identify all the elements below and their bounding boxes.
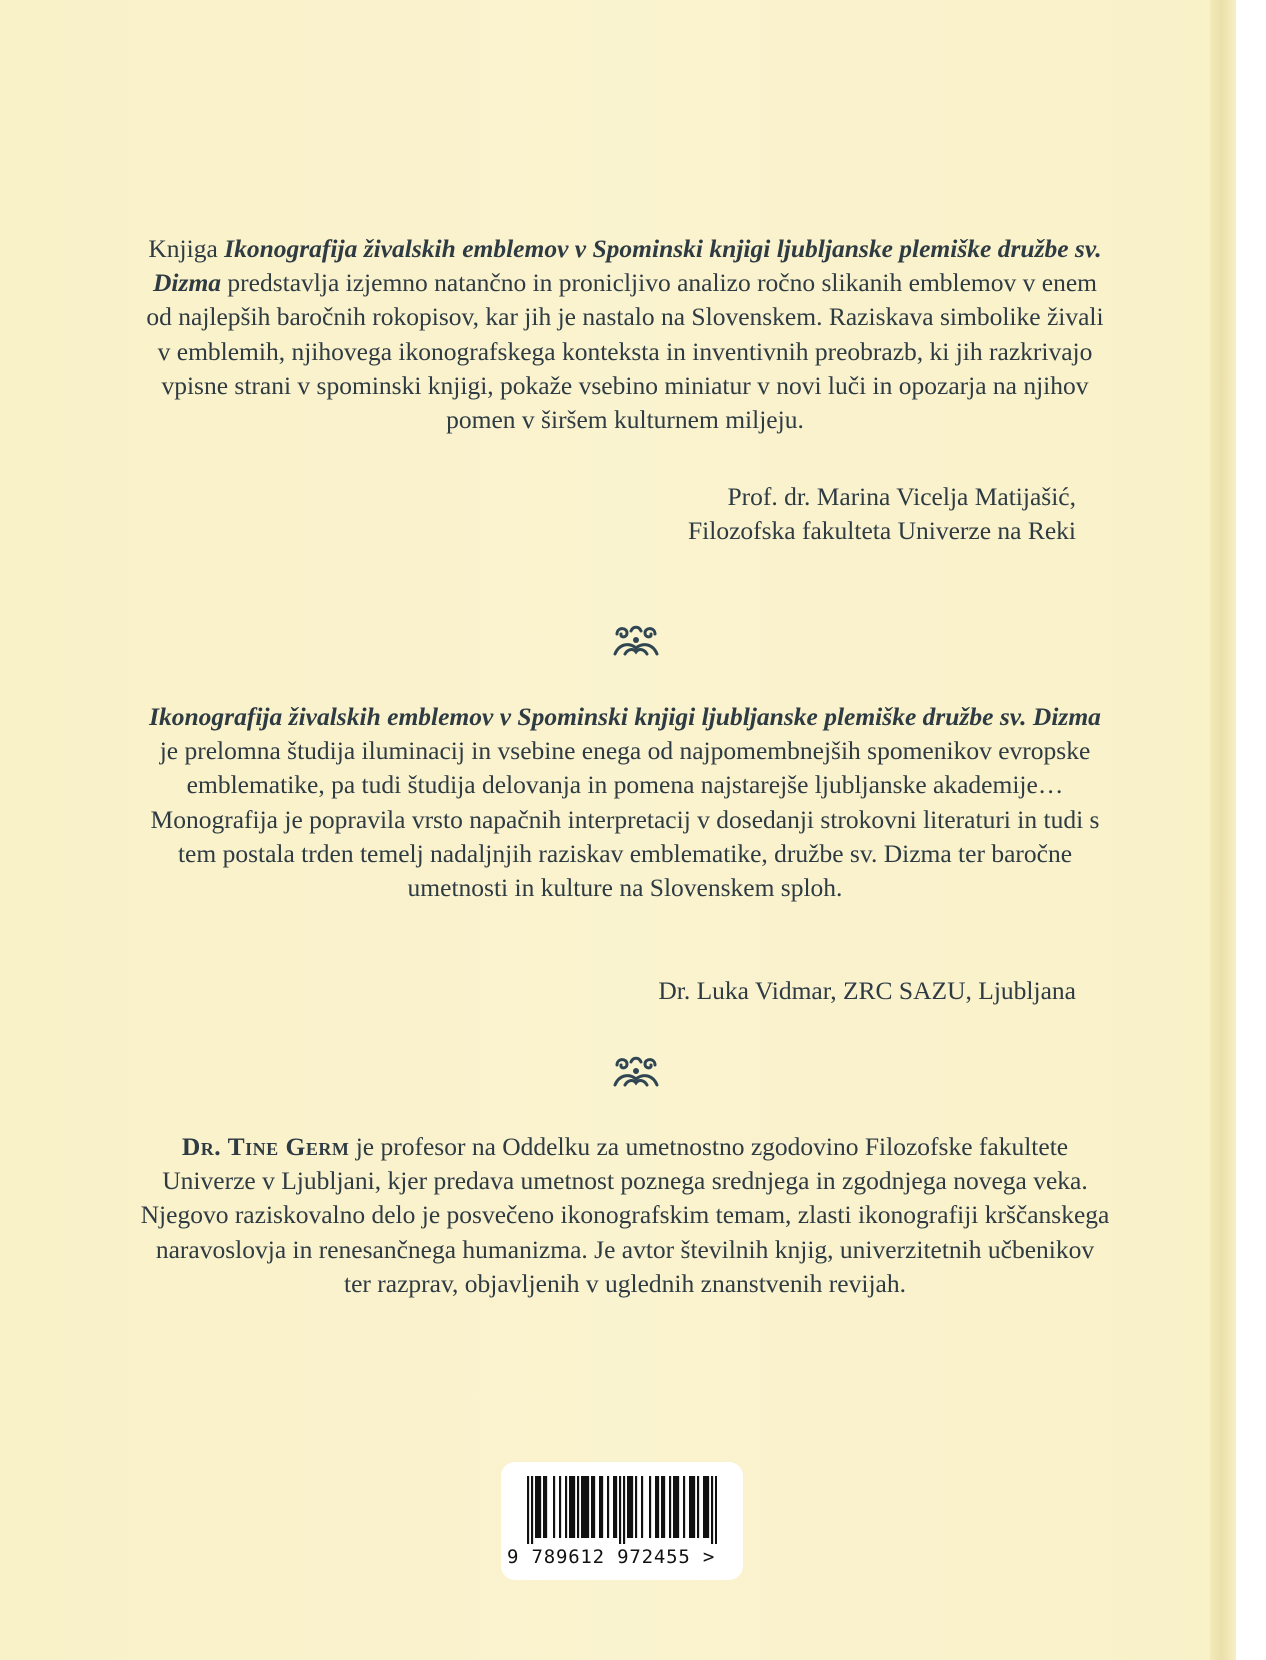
review-2-book-title: Ikonografija živalskih emblemov v Spominski knjigi ljubljanske plemiške družbe sv. Dizma	[149, 702, 1101, 731]
page-margin	[1236, 0, 1266, 1660]
barcode-bars	[527, 1476, 717, 1544]
barcode-bar	[675, 1476, 677, 1538]
barcode-bar	[545, 1476, 547, 1538]
barcode-bar	[641, 1476, 643, 1538]
barcode-bar	[669, 1476, 671, 1538]
barcode-bar	[657, 1476, 659, 1538]
review-1	[140, 232, 1110, 437]
review-1-affiliation: Filozofska fakulteta Univerze na Reki	[687, 516, 1076, 546]
barcode-bar	[631, 1476, 633, 1538]
barcode-bar	[703, 1476, 705, 1538]
barcode-bar	[585, 1476, 587, 1538]
barcode-bar	[593, 1476, 595, 1538]
barcode-bar	[683, 1476, 685, 1538]
author-bio-text	[140, 1130, 1110, 1301]
barcode-bar	[581, 1476, 583, 1538]
barcode-bar	[649, 1476, 651, 1538]
fleuron-ornament-icon	[611, 1055, 661, 1089]
barcode-bar	[629, 1476, 631, 1538]
barcode-bar	[693, 1476, 695, 1538]
review-2-body: je prelomna študija iluminacij in vsebine enega od najpomembnejših spomenikov evropske emblematike, pa tudi študija delovanja in pomena najstarejše ljubljanske akademije… Monografija je popravila vrsto napačnih interpretacij v dosedanji strokovni literaturi in tudi s tem postala trden temelj nadaljnjih raziskav emblematike, družbe sv. Dizma ter baročne umetnosti in kulture na Slovenskem sploh.	[150, 736, 1100, 903]
barcode-bar	[569, 1476, 571, 1538]
barcode-bar	[663, 1476, 665, 1538]
review-2	[140, 700, 1110, 905]
barcode-bar	[583, 1476, 585, 1538]
barcode-bar	[619, 1476, 621, 1544]
isbn-digits: 9 789612 972455 >	[507, 1546, 716, 1568]
barcode-bar	[543, 1476, 545, 1538]
review-1-body: predstavlja izjemno natančno in pronicljivo analizo ročno slikanih emblemov v enem od najlepših baročnih rokopisov, kar jih je nastalo na Slovenskem. Raziskava simbolike živali v emblemih, njihovega ikonografskega konteksta in inventivnih preobrazb, ki jih razkrivajo vpisne strani v spominski knjigi, pokaže vsebino miniatur v novi luči in opozarja na njihov pomen v širšem kulturnem milјeju.	[146, 268, 1104, 435]
barcode-bar	[655, 1476, 657, 1538]
barcode-bar	[623, 1476, 625, 1544]
review-1-author: Prof. dr. Marina Vicelja Matijašić,	[727, 482, 1076, 511]
barcode-bar	[591, 1476, 593, 1538]
barcode-bar	[707, 1476, 709, 1538]
review-2-author: Dr. Luka Vidmar, ZRC SAZU, Ljubljana	[658, 976, 1076, 1005]
barcode-bar	[587, 1476, 589, 1538]
author-name: Dr. Tine Germ	[181, 1132, 350, 1161]
barcode-bar	[711, 1476, 713, 1544]
barcode-bar	[705, 1476, 707, 1538]
barcode-bar	[531, 1476, 533, 1544]
barcode-bar	[537, 1476, 539, 1538]
barcode-bar	[715, 1476, 717, 1544]
barcode-bar	[607, 1476, 609, 1538]
isbn-barcode	[501, 1462, 743, 1580]
barcode-bar	[571, 1476, 573, 1538]
author-bio	[140, 1130, 1110, 1301]
review-2-text	[140, 700, 1110, 905]
barcode-bar	[677, 1476, 679, 1538]
barcode-bar	[535, 1476, 537, 1538]
barcode-bar	[697, 1476, 699, 1538]
barcode-bar	[615, 1476, 617, 1538]
barcode-bar	[573, 1476, 575, 1538]
barcode-bar	[689, 1476, 691, 1538]
barcode-bar	[539, 1476, 541, 1538]
author-bio-body: je profesor na Oddelku za umetnostno zgodovino Filozofske fakultete Univerze v Ljubljani, kjer predava umetnost poznega srednjega in zgodnjega novega veka. Njegovo raziskovalno delo je posvečeno ikonografskim temam, zlasti ikonografiji krščanskega naravoslovja in renesančnega humanizma. Je avtor številnih knjig, univerzitetnih učbenikov ter razprav, objavljenih v uglednih znanstvenih revijah.	[140, 1132, 1110, 1298]
barcode-bar	[577, 1476, 579, 1538]
barcode-bar	[553, 1476, 555, 1538]
barcode-bar	[691, 1476, 693, 1538]
barcode-bar	[601, 1476, 603, 1538]
barcode-bar	[627, 1476, 629, 1538]
barcode-bar	[635, 1476, 637, 1538]
barcode-bar	[565, 1476, 567, 1538]
cover-edge	[1210, 0, 1236, 1660]
barcode-bar	[559, 1476, 561, 1538]
barcode-bar	[527, 1476, 529, 1544]
review-1-text	[140, 232, 1110, 437]
barcode-bar	[599, 1476, 601, 1538]
barcode-bar	[613, 1476, 615, 1538]
barcode-bar	[661, 1476, 663, 1538]
review-1-attribution	[688, 480, 1076, 548]
fleuron-ornament-icon	[611, 624, 661, 658]
barcode-bar	[673, 1476, 675, 1538]
review-1-lead: Knjiga	[148, 234, 225, 263]
review-2-attribution	[658, 974, 1076, 1008]
review-1-book-title: Ikonografija živalskih emblemov v Spominski knjigi ljubljanske plemiške družbe sv. Dizma	[153, 234, 1102, 298]
